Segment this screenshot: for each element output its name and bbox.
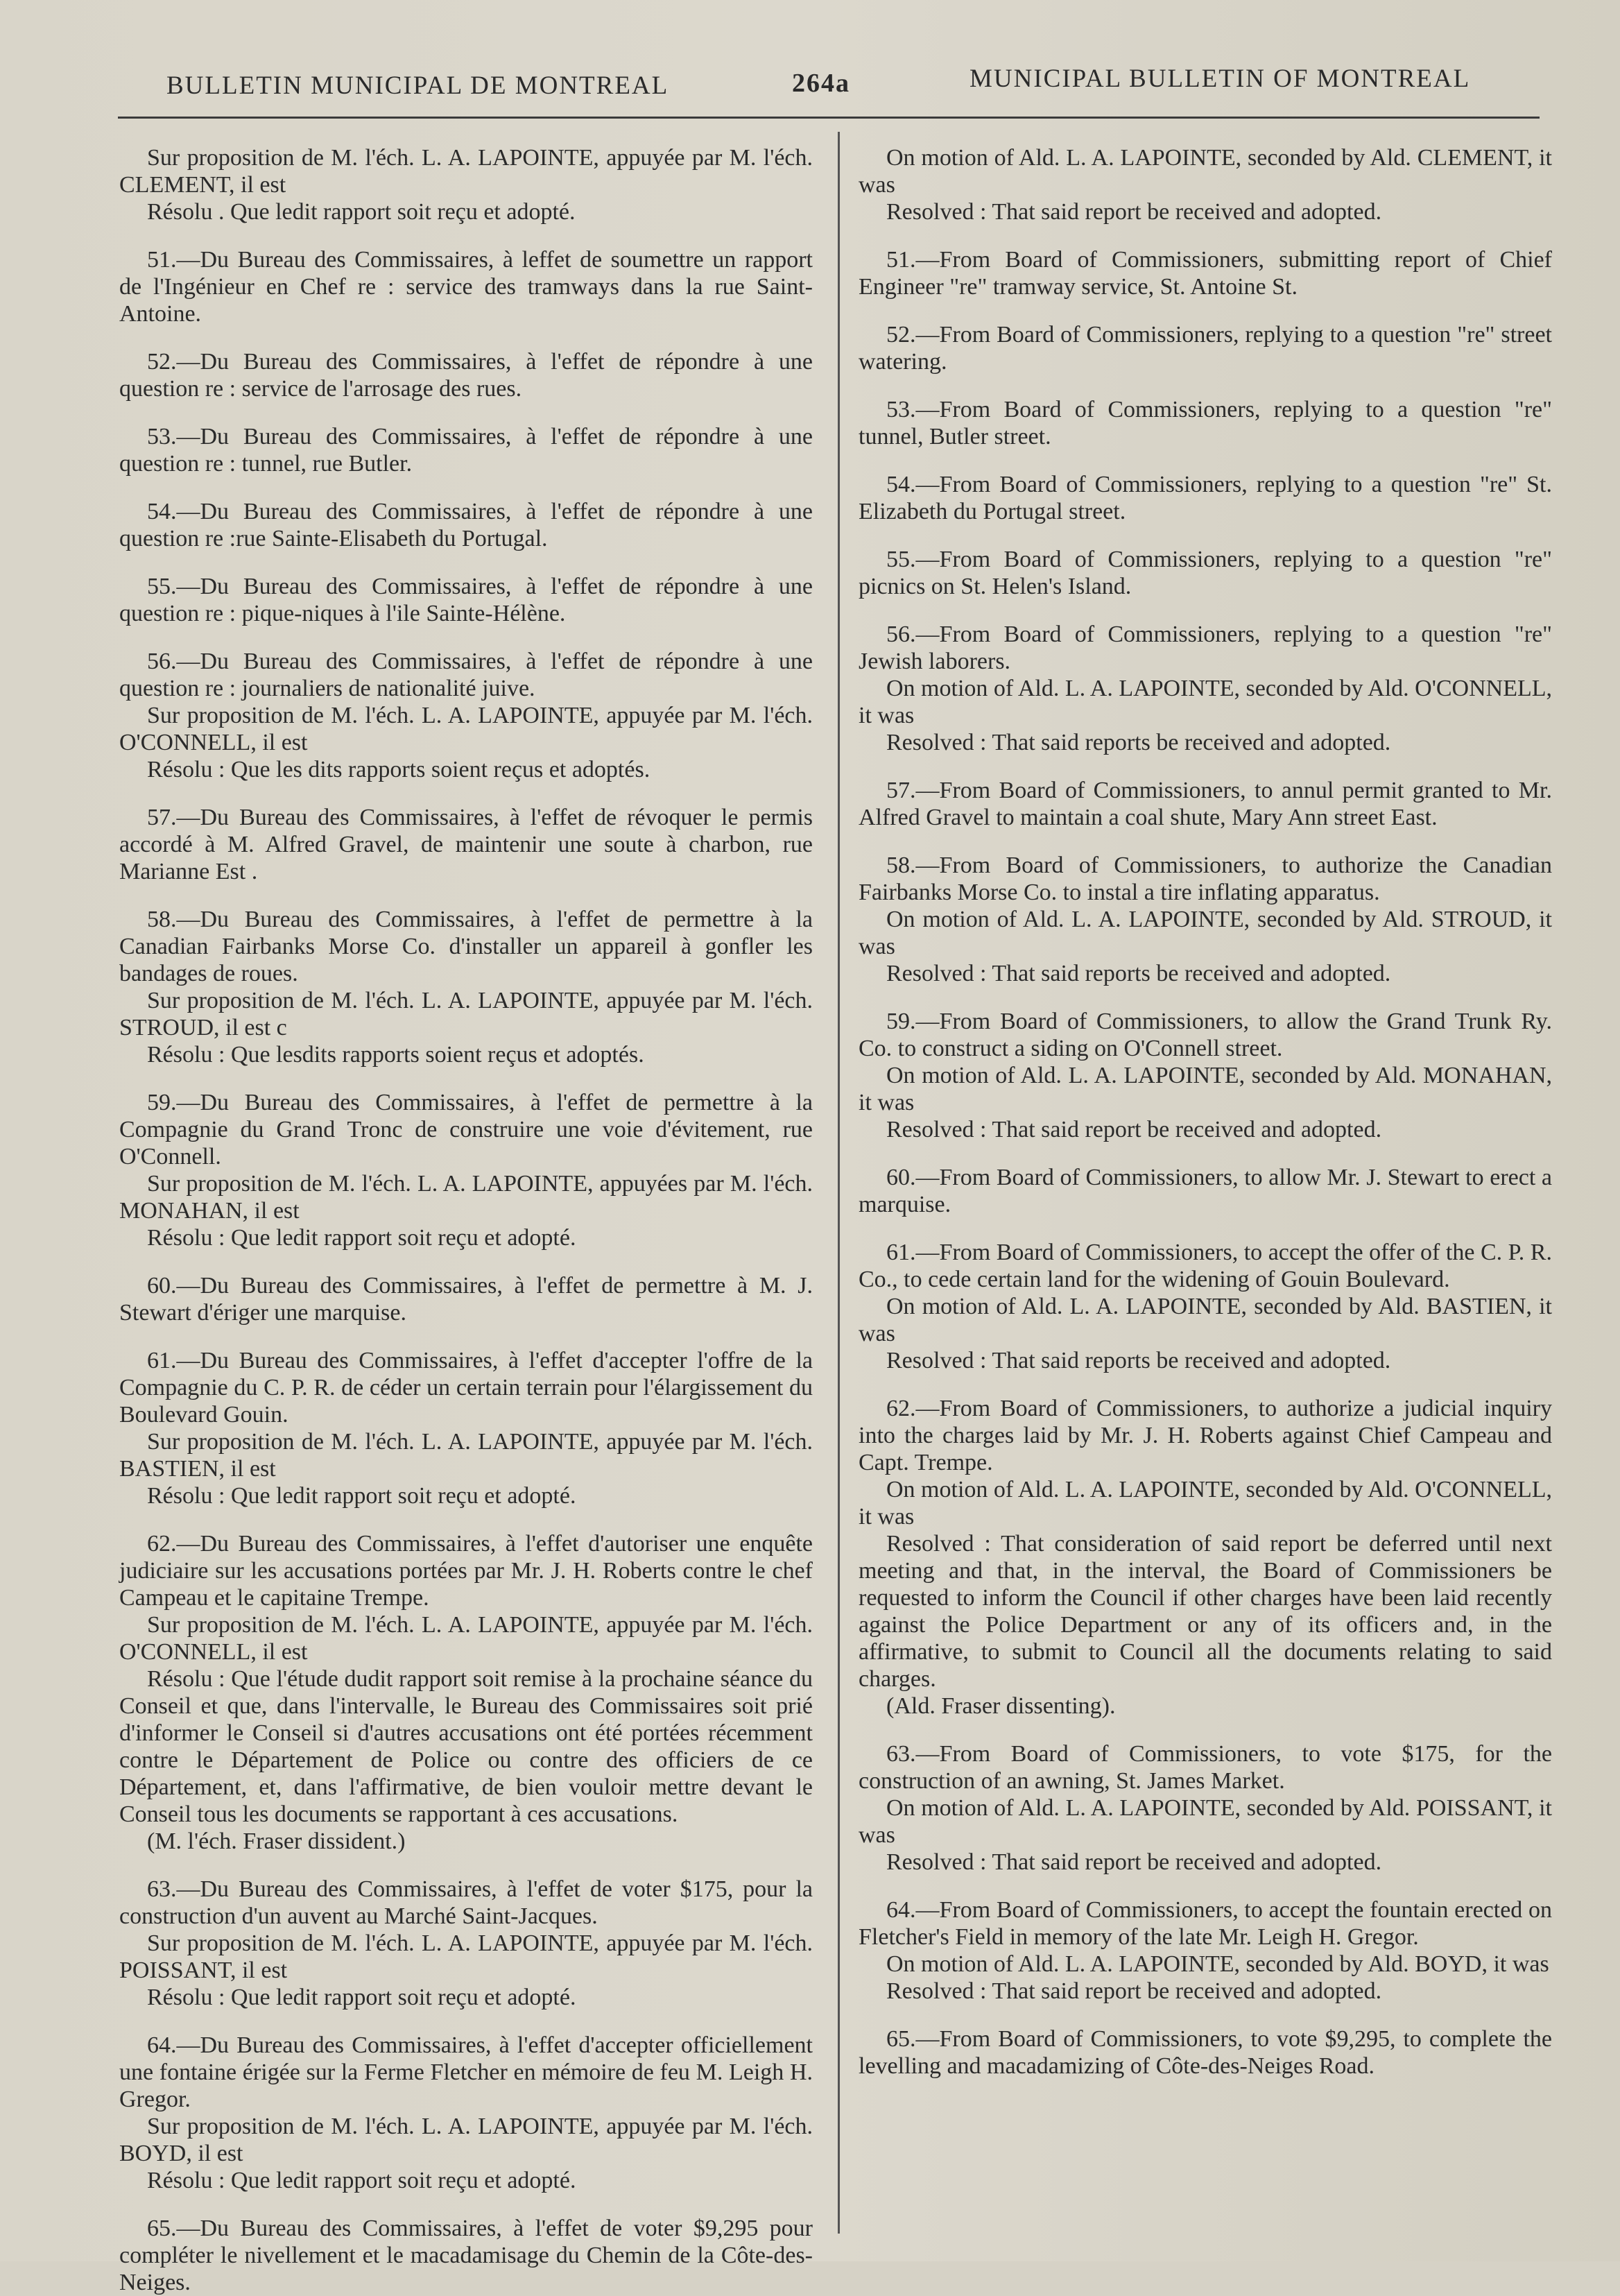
page-number: 264a	[792, 69, 850, 98]
french-paragraph: 59.—Du Bureau des Commissaires, à l'effet de permettre à la Compagnie du Grand Tronc de construire une voie d'évitement, rue O'Connell.	[119, 1090, 813, 1170]
english-paragraph: 65.—From Board of Commissioners, to vote $9,295, to complete the levelling and macadamizing of Côte-des-Neiges Road.	[859, 2026, 1552, 2079]
english-paragraph: On motion of Ald. L. A. LAPOINTE, seconded by Ald. BOYD, it was	[886, 1951, 1549, 1977]
french-paragraph: 57.—Du Bureau des Commissaires, à l'effet de révoquer le permis accordé à M. Alfred Gravel, de maintenir une soute à charbon, rue Marianne Est .	[119, 805, 813, 884]
french-paragraph: Sur proposition de M. l'éch. L. A. LAPOINTE, appuyée par M. l'éch. O'CONNELL, il est	[119, 1612, 813, 1665]
english-paragraph: 54.—From Board of Commissioners, replying to a question "re" St. Elizabeth du Portugal street.	[859, 472, 1552, 524]
french-paragraph: Sur proposition de M. l'éch. L. A. LAPOINTE, appuyée par M. l'éch. CLEMENT, il est	[119, 145, 813, 198]
french-paragraph: 53.—Du Bureau des Commissaires, à l'effet de répondre à une question re : tunnel, rue Butler.	[119, 424, 813, 477]
english-paragraph: On motion of Ald. L. A. LAPOINTE, seconded by Ald. O'CONNELL, it was	[859, 1477, 1552, 1530]
french-paragraph: (M. l'éch. Fraser dissident.)	[147, 1828, 406, 1854]
english-paragraph: Resolved : That said report be received and adopted.	[886, 1849, 1382, 1875]
french-paragraph: 51.—Du Bureau des Commissaires, à leffet de soumettre un rapport de l'Ingénieur en Chef re : service des tramways dans la rue Saint-Antoine.	[119, 247, 813, 327]
english-paragraph: 56.—From Board of Commissioners, replying to a question "re" Jewish laborers.	[859, 622, 1552, 674]
english-paragraph: On motion of Ald. L. A. LAPOINTE, seconded by Ald. BASTIEN, it was	[859, 1294, 1552, 1346]
french-paragraph: 52.—Du Bureau des Commissaires, à l'effet de répondre à une question re : service de l'arrosage des rues.	[119, 349, 813, 402]
english-paragraph: 52.—From Board of Commissioners, replying to a question "re" street watering.	[859, 322, 1552, 375]
french-paragraph: Résolu . Que ledit rapport soit reçu et adopté.	[147, 199, 576, 225]
french-paragraph: Résolu : Que ledit rapport soit reçu et adopté.	[147, 1483, 576, 1509]
french-paragraph: 54.—Du Bureau des Commissaires, à l'effet de répondre à une question re :rue Sainte-Elisabeth du Portugal.	[119, 499, 813, 551]
english-paragraph: (Ald. Fraser dissenting).	[886, 1693, 1116, 1719]
english-paragraph: On motion of Ald. L. A. LAPOINTE, seconded by Ald. CLEMENT, it was	[859, 145, 1552, 198]
english-paragraph: 60.—From Board of Commissioners, to allow Mr. J. Stewart to erect a marquise.	[859, 1165, 1552, 1217]
french-paragraph: Résolu : Que ledit rapport soit reçu et adopté.	[147, 1985, 576, 2010]
french-paragraph: Résolu : Que lesdits rapports soient reçus et adoptés.	[147, 1042, 644, 1068]
french-paragraph: Résolu : Que ledit rapport soit reçu et adopté.	[147, 2168, 576, 2193]
english-paragraph: 63.—From Board of Commissioners, to vote $175, for the construction of an awning, St. James Market.	[859, 1741, 1552, 1794]
french-paragraph: Résolu : Que l'étude dudit rapport soit remise à la prochaine séance du Conseil et que, dans l'intervalle, le Bureau des Commissaires soit prié d'informer le Conseil si d'autres accusations ont été portées récemment contre le Département de Police ou contre des officiers de ce Département, et, dans l'affirmative, de bien vouloir mettre devant le Conseil tous les documents se rapportant à ces accusations.	[119, 1666, 813, 1827]
english-paragraph: Resolved : That said report be received and adopted.	[886, 1978, 1382, 2004]
english-paragraph: 61.—From Board of Commissioners, to accept the offer of the C. P. R. Co., to cede certain land for the widening of Gouin Boulevard.	[859, 1240, 1552, 1292]
english-paragraph: 62.—From Board of Commissioners, to authorize a judicial inquiry into the charges laid by Mr. J. H. Roberts against Chief Campeau and Capt. Trempe.	[859, 1396, 1552, 1475]
english-column	[859, 144, 1552, 2080]
french-paragraph: 56.—Du Bureau des Commissaires, à l'effet de répondre à une question re : journaliers de nationalité juive.	[119, 649, 813, 701]
english-paragraph: On motion of Ald. L. A. LAPOINTE, seconded by Ald. O'CONNELL, it was	[859, 676, 1552, 728]
english-paragraph: 53.—From Board of Commissioners, replying to a question "re" tunnel, Butler street.	[859, 397, 1552, 449]
french-paragraph: 65.—Du Bureau des Commissaires, à l'effet de voter $9,295 pour compléter le nivellement et le macadamisage du Chemin de la Côte-des-Neiges.	[119, 2216, 813, 2295]
french-paragraph: Sur proposition de M. l'éch. L. A. LAPOINTE, appuyée par M. l'éch. STROUD, il est c	[119, 988, 813, 1040]
page-header	[0, 64, 1620, 105]
french-paragraph: 61.—Du Bureau des Commissaires, à l'effet d'accepter l'offre de la Compagnie du C. P. R. de céder un certain terrain pour l'élargissement du Boulevard Gouin.	[119, 1348, 813, 1428]
header-divider	[118, 117, 1540, 119]
french-paragraph: 58.—Du Bureau des Commissaires, à l'effet de permettre à la Canadian Fairbanks Morse Co. d'installer un appareil à gonfler les bandages de roues.	[119, 907, 813, 986]
english-paragraph: 51.—From Board of Commissioners, submitting report of Chief Engineer "re" tramway service, St. Antoine St.	[859, 247, 1552, 300]
french-paragraph: 60.—Du Bureau des Commissaires, à l'effet de permettre à M. J. Stewart d'ériger une marquise.	[119, 1273, 813, 1326]
french-paragraph: Résolu : Que les dits rapports soient reçus et adoptés.	[147, 757, 650, 782]
french-paragraph: 62.—Du Bureau des Commissaires, à l'effet d'autoriser une enquête judiciaire sur les accusations portées par Mr. J. H. Roberts contre le chef Campeau et le capitaine Trempe.	[119, 1531, 813, 1611]
french-paragraph: 63.—Du Bureau des Commissaires, à l'effet de voter $175, pour la construction d'un auvent au Marché Saint-Jacques.	[119, 1876, 813, 1929]
header-english-title: MUNICIPAL BULLETIN OF MONTREAL	[970, 65, 1471, 93]
english-paragraph: Resolved : That said report be received and adopted.	[886, 1117, 1382, 1142]
english-paragraph: Resolved : That said reports be received and adopted.	[886, 730, 1391, 755]
french-paragraph: Résolu : Que ledit rapport soit reçu et adopté.	[147, 1225, 576, 1251]
french-paragraph: Sur proposition de M. l'éch. L. A. LAPOINTE, appuyée par M. l'éch. BASTIEN, il est	[119, 1429, 813, 1482]
french-paragraph: 64.—Du Bureau des Commissaires, à l'effet d'accepter officiellement une fontaine érigée sur la Ferme Fletcher en mémoire de feu M. Leigh H. Gregor.	[119, 2032, 813, 2112]
english-paragraph: Resolved : That said reports be received and adopted.	[886, 961, 1391, 986]
french-paragraph: Sur proposition de M. l'éch. L. A. LAPOINTE, appuyées par M. l'éch. MONAHAN, il est	[119, 1171, 813, 1224]
column-divider	[838, 132, 840, 2234]
english-paragraph: 57.—From Board of Commissioners, to annul permit granted to Mr. Alfred Gravel to maintain a coal shute, Mary Ann street East.	[859, 778, 1552, 830]
english-paragraph: 58.—From Board of Commissioners, to authorize the Canadian Fairbanks Morse Co. to instal a tire inflating apparatus.	[859, 853, 1552, 905]
french-paragraph: Sur proposition de M. l'éch. L. A. LAPOINTE, appuyée par M. l'éch. POISSANT, il est	[119, 1930, 813, 1983]
english-paragraph: 55.—From Board of Commissioners, replying to a question "re" picnics on St. Helen's Island.	[859, 547, 1552, 599]
french-paragraph: Sur proposition de M. l'éch. L. A. LAPOINTE, appuyée par M. l'éch. O'CONNELL, il est	[119, 703, 813, 755]
french-column	[119, 144, 813, 2296]
english-paragraph: On motion of Ald. L. A. LAPOINTE, seconded by Ald. STROUD, it was	[859, 907, 1552, 959]
english-paragraph: 64.—From Board of Commissioners, to accept the fountain erected on Fletcher's Field in memory of the late Mr. Leigh H. Gregor.	[859, 1897, 1552, 1950]
french-paragraph: Sur proposition de M. l'éch. L. A. LAPOINTE, appuyée par M. l'éch. BOYD, il est	[119, 2114, 813, 2166]
english-paragraph: Resolved : That said reports be received and adopted.	[886, 1348, 1391, 1373]
english-paragraph: On motion of Ald. L. A. LAPOINTE, seconded by Ald. POISSANT, it was	[859, 1795, 1552, 1848]
english-paragraph: On motion of Ald. L. A. LAPOINTE, seconded by Ald. MONAHAN, it was	[859, 1063, 1552, 1115]
english-paragraph: 59.—From Board of Commissioners, to allow the Grand Trunk Ry. Co. to construct a siding on O'Connell street.	[859, 1009, 1552, 1061]
english-paragraph: Resolved : That said report be received and adopted.	[886, 199, 1382, 225]
header-french-title: BULLETIN MUNICIPAL DE MONTREAL	[166, 71, 669, 100]
french-paragraph: 55.—Du Bureau des Commissaires, à l'effet de répondre à une question re : pique-niques à l'ile Sainte-Hélène.	[119, 574, 813, 626]
english-paragraph: Resolved : That consideration of said report be deferred until next meeting and that, in the interval, the Board of Commissioners be requested to inform the Council if other charges have been laid recently against the Police Department or any of its officers and, in the affirmative, to submit to Council all the documents relating to said charges.	[859, 1531, 1552, 1692]
